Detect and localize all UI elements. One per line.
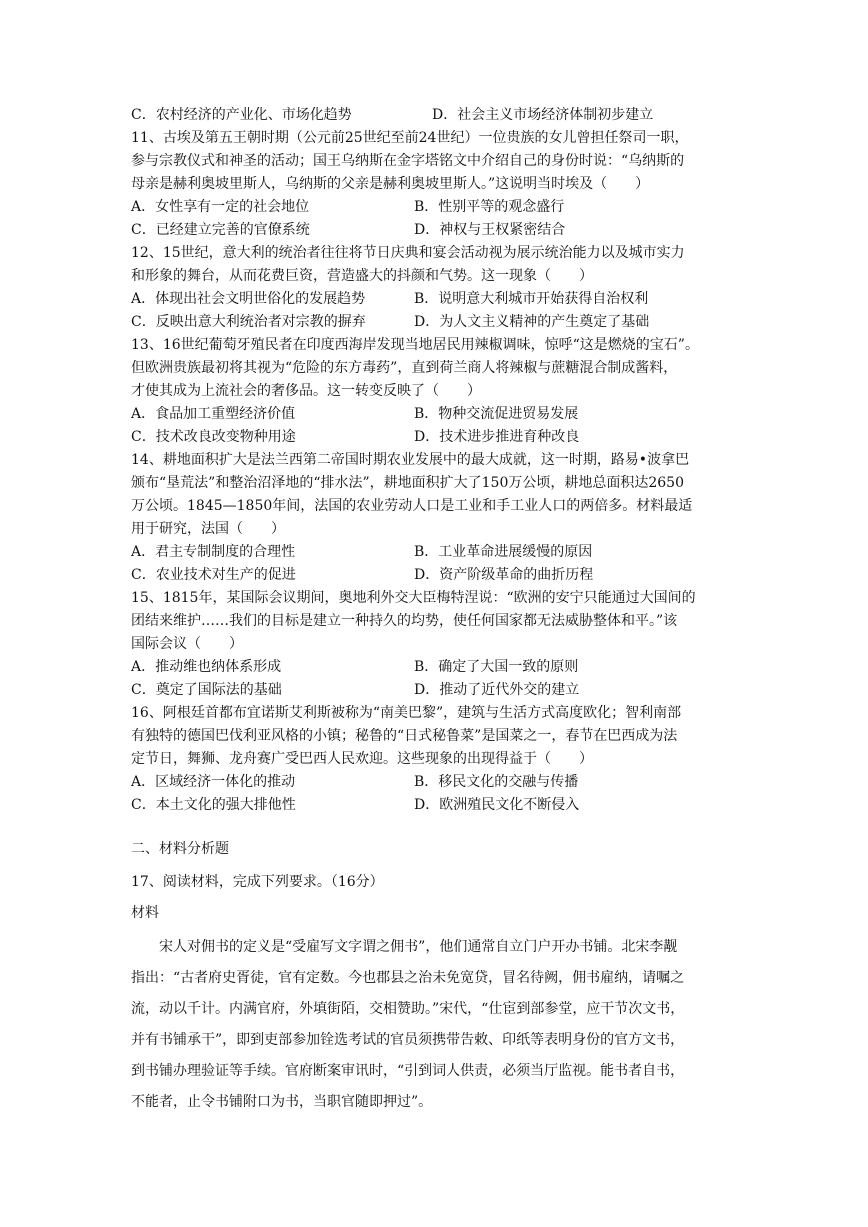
option-row [131,288,731,311]
question-text-line: 用于研究，法国（ ） [131,521,285,537]
question-block [131,334,731,449]
question-text-line: 12、15世纪，意大利的统治者往往将节日庆典和宴会活动视为展示统治能力以及城市实力 [131,245,685,261]
answer-option: A．食品加工重塑经济价值 [131,406,296,422]
question-list [131,127,731,817]
question-text-line: 团结来维护……我们的目标是建立一种持久的均势，使任何国家都无法威胁整体和平。”该 [131,613,678,629]
question-text-line: 有独特的德国巴伐利亚风格的小镇；秘鲁的“日式秘鲁菜”是国菜之一，春节在巴西成为法 [131,728,678,744]
answer-option: D．资产阶级革命的曲折历程 [414,567,594,583]
answer-option: D．欧洲殖民文化不断侵入 [414,797,580,813]
question-text-line: 定节日，舞狮、龙舟赛广受巴西人民欢迎。这些现象的出现得益于（ ） [131,751,593,767]
question-text-line: 和形象的舞台，从而花费巨资，营造盛大的抖颜和气势。这一现象（ ） [131,268,593,284]
section-heading: 二、材料分析题 [131,841,229,857]
material-line: 不能者，止令书铺附口为书，当职官随即押过”。 [131,1094,433,1110]
top-option-row [131,104,731,127]
question-text-line: 颁布“垦荒法”和整治沼泽地的“排水法”，耕地面积扩大了150万公顷，耕地总面积达2650 [131,475,684,491]
answer-option: C．农业技术对生产的促进 [131,567,296,583]
answer-option: C．已经建立完善的官僚系统 [131,222,310,238]
question-text-line: 16、阿根廷首都布宜诺斯艾利斯被称为“南美巴黎”，建筑与生活方式高度欧化；智利南部 [131,705,682,721]
question-block [131,702,731,817]
option-row [131,196,731,219]
answer-option: C．奠定了国际法的基础 [131,682,282,698]
answer-option: A．女性享有一定的社会地位 [131,199,310,215]
answer-option: D．神权与王权紧密结合 [414,222,566,238]
option-row [131,679,731,702]
option-c: C．农村经济的产业化、市场化趋势 [131,107,352,123]
material-line: 流，动以千计。内满官府，外填街陌，交相赞助。”宋代，“仕宦到部参堂，应干节次文书， [131,1001,685,1017]
question-block [131,587,731,702]
question-block [131,242,731,334]
question-text-line: 15、1815年，某国际会议期间，奥地利外交大臣梅特涅说：“欧洲的安宁只能通过大国间的 [131,590,696,606]
question-text-line: 13、16世纪葡萄牙殖民者在印度西海岸发现当地居民用辣椒调味，惊呼“这是燃烧的宝石”。 [131,337,699,353]
option-row [131,541,731,564]
option-row [131,219,731,242]
question-block [131,127,731,242]
answer-option: B．工业革命进展缓慢的原因 [414,544,593,560]
option-row [131,656,731,679]
answer-option: B．移民文化的交融与传播 [414,774,579,790]
material-line: 指出：“古者府史胥徒，官有定数。今也郡县之治未免宽贷，冒名待阙，佣书雇纳，请嘱之 [131,970,685,986]
answer-option: A．推动维也纳体系形成 [131,659,282,675]
answer-option: A．君主专制制度的合理性 [131,544,296,560]
answer-option: D．为人文主义精神的产生奠定了基础 [414,314,650,330]
option-row [131,311,731,334]
option-row [131,794,731,817]
question-text-line: 但欧洲贵族最初将其视为“危险的东方毒药”，直到荷兰商人将辣椒与蔗糖混合制成酱料， [131,360,678,376]
material-line: 并有书铺承干”，即到吏部参加铨选考试的官员须携带告敕、印纸等表明身份的官方文书， [131,1032,685,1048]
answer-option: C．反映出意大利统治者对宗教的摒弃 [131,314,366,330]
material-line: 宋人对佣书的定义是“受雇写文字谓之佣书”，他们通常自立门户开办书铺。北宋李觏 [159,939,678,955]
section-heading-block [131,828,731,926]
answer-option: B．确定了大国一致的原则 [414,659,579,675]
question-17: 17、阅读材料，完成下列要求。（16分） [131,874,384,890]
option-row [131,564,731,587]
answer-option: B．物种交流促进贸易发展 [414,406,579,422]
option-row [131,426,731,449]
answer-option: A．区域经济一体化的推动 [131,774,296,790]
answer-option: C．本土文化的强大排他性 [131,797,296,813]
page-content [131,104,731,1118]
option-d: D．社会主义市场经济体制初步建立 [432,107,654,123]
question-text-line: 参与宗教仪式和神圣的活动；国王乌纳斯在金字塔铭文中介绍自己的身份时说：“乌纳斯的 [131,153,685,169]
answer-option: D．技术进步推进育种改良 [414,429,580,445]
question-text-line: 14、耕地面积扩大是法兰西第二帝国时期农业发展中的最大成就，这一时期，路易•波拿巴 [131,452,690,468]
answer-option: B．说明意大利城市开始获得自治权利 [414,291,649,307]
question-text-line: 11、古埃及第五王朝时期（公元前25世纪至前24世纪）一位贵族的女儿曾担任祭司一职， [131,130,689,146]
question-text-line: 万公顷。1845—1850年间，法国的农业劳动人口是工业和手工业人口的两倍多。材料最适 [131,498,693,514]
material-text [131,932,731,1118]
material-line: 到书铺办理验证等手续。官府断案审讯时，“引到词人供责，必须当厅监视。能书者自书， [131,1063,685,1079]
question-text-line: 才使其成为上流社会的奢侈品。这一转变反映了（ ） [131,383,481,399]
option-row [131,771,731,794]
option-row [131,403,731,426]
material-label: 材料 [131,905,159,921]
answer-option: A．体现出社会文明世俗化的发展趋势 [131,291,366,307]
answer-option: B．性别平等的观念盛行 [414,199,565,215]
question-text-line: 母亲是赫利奥坡里斯人，乌纳斯的父亲是赫利奥坡里斯人。”这说明当时埃及（ ） [131,176,650,192]
question-text-line: 国际会议（ ） [131,636,243,652]
answer-option: C．技术改良改变物种用途 [131,429,296,445]
question-block [131,449,731,587]
answer-option: D．推动了近代外交的建立 [414,682,580,698]
